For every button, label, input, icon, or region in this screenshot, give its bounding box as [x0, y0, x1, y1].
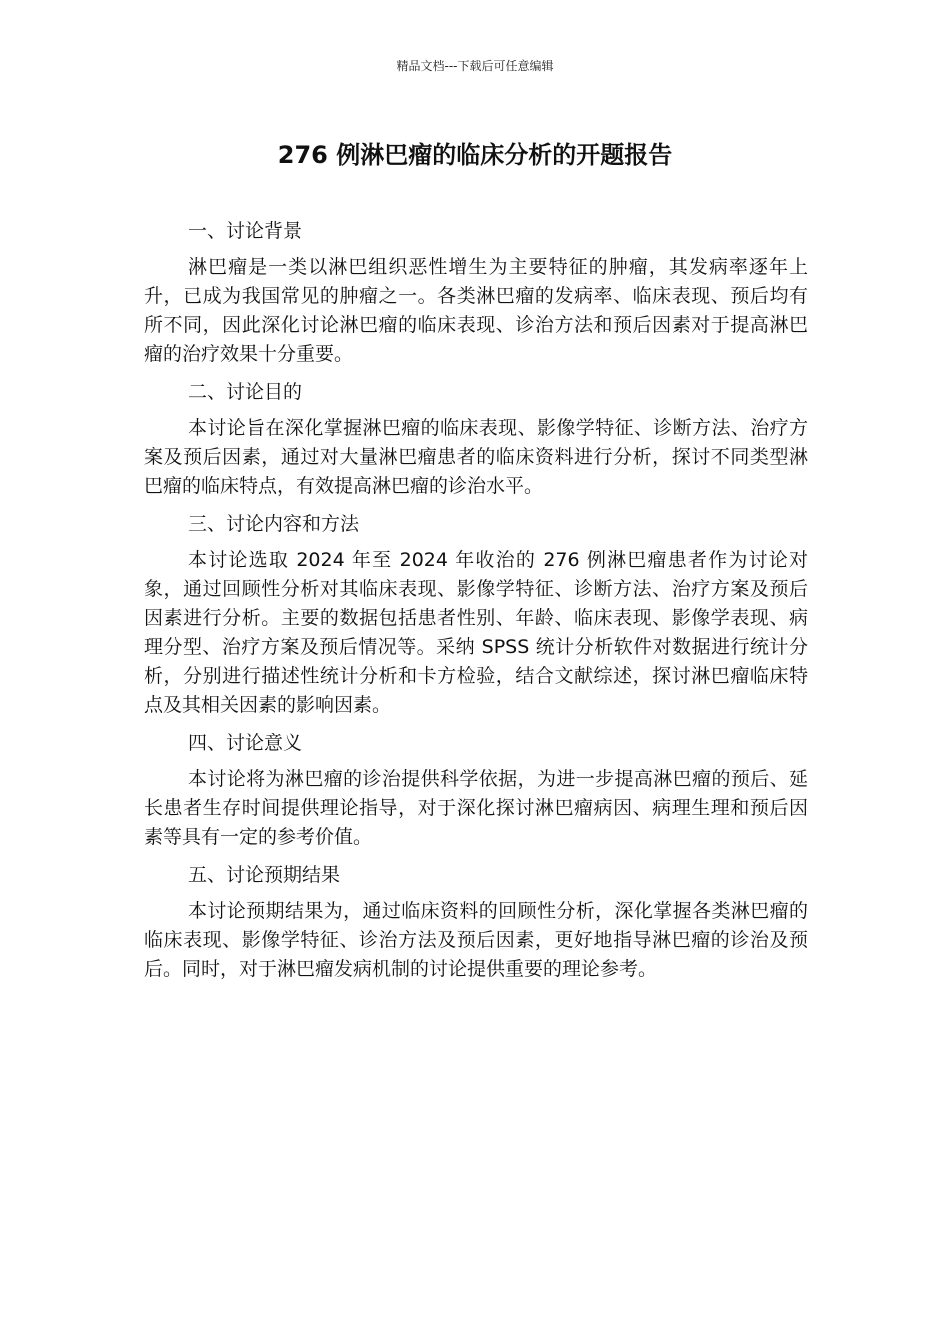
- document-title: 276 例淋巴瘤的临床分析的开题报告: [277, 141, 673, 169]
- section-paragraph: 本讨论将为淋巴瘤的诊治提供科学依据，为进一步提高淋巴瘤的预后、延长患者生存时间提供理论指导，对于深化探讨淋巴瘤病因、病理生理和预后因素等具有一定的参考价值。: [144, 768, 808, 848]
- section-paragraph: 本讨论选取 2024 年至 2024 年收治的 276 例淋巴瘤患者作为讨论对象，通过回顾性分析对其临床表现、影像学特征、诊断方法、治疗方案及预后因素进行分析。主要的数据包括患者性别、年龄、临床表现、影像学表现、病理分型、治疗方案及预后情况等。采纳 SPSS 统计分析软件对数据进行统计分析，分别进行描述性统计分析和卡方检验，结合文献综述，探讨淋巴瘤临床特点及其相关因素的影响因素。: [144, 549, 808, 716]
- section-heading: 二、讨论目的: [188, 381, 303, 403]
- document-body: [144, 212, 808, 988]
- section-heading: 三、讨论内容和方法: [188, 513, 360, 535]
- section-paragraph: 本讨论旨在深化掌握淋巴瘤的临床表现、影像学特征、诊断方法、治疗方案及预后因素，通过对大量淋巴瘤患者的临床资料进行分析，探讨不同类型淋巴瘤的临床特点，有效提高淋巴瘤的诊治水平。: [144, 417, 808, 497]
- section-expected-results: [144, 856, 808, 984]
- page-header: 精品文档---下载后可任意编辑: [396, 59, 554, 73]
- section-background: [144, 212, 808, 369]
- section-paragraph: 本讨论预期结果为，通过临床资料的回顾性分析，深化掌握各类淋巴瘤的临床表现、影像学特征、诊治方法及预后因素，更好地指导淋巴瘤的诊治及预后。同时，对于淋巴瘤发病机制的讨论提供重要的理论参考。: [144, 900, 808, 980]
- section-significance: [144, 724, 808, 852]
- section-heading: 五、讨论预期结果: [188, 864, 341, 886]
- section-heading: 四、讨论意义: [188, 732, 303, 754]
- section-paragraph: 淋巴瘤是一类以淋巴组织恶性增生为主要特征的肿瘤，其发病率逐年上升，已成为我国常见的肿瘤之一。各类淋巴瘤的发病率、临床表现、预后均有所不同，因此深化讨论淋巴瘤的临床表现、诊治方法和预后因素对于提高淋巴瘤的治疗效果十分重要。: [144, 256, 808, 365]
- section-purpose: [144, 373, 808, 501]
- section-content-method: [144, 505, 808, 720]
- section-heading: 一、讨论背景: [188, 220, 303, 242]
